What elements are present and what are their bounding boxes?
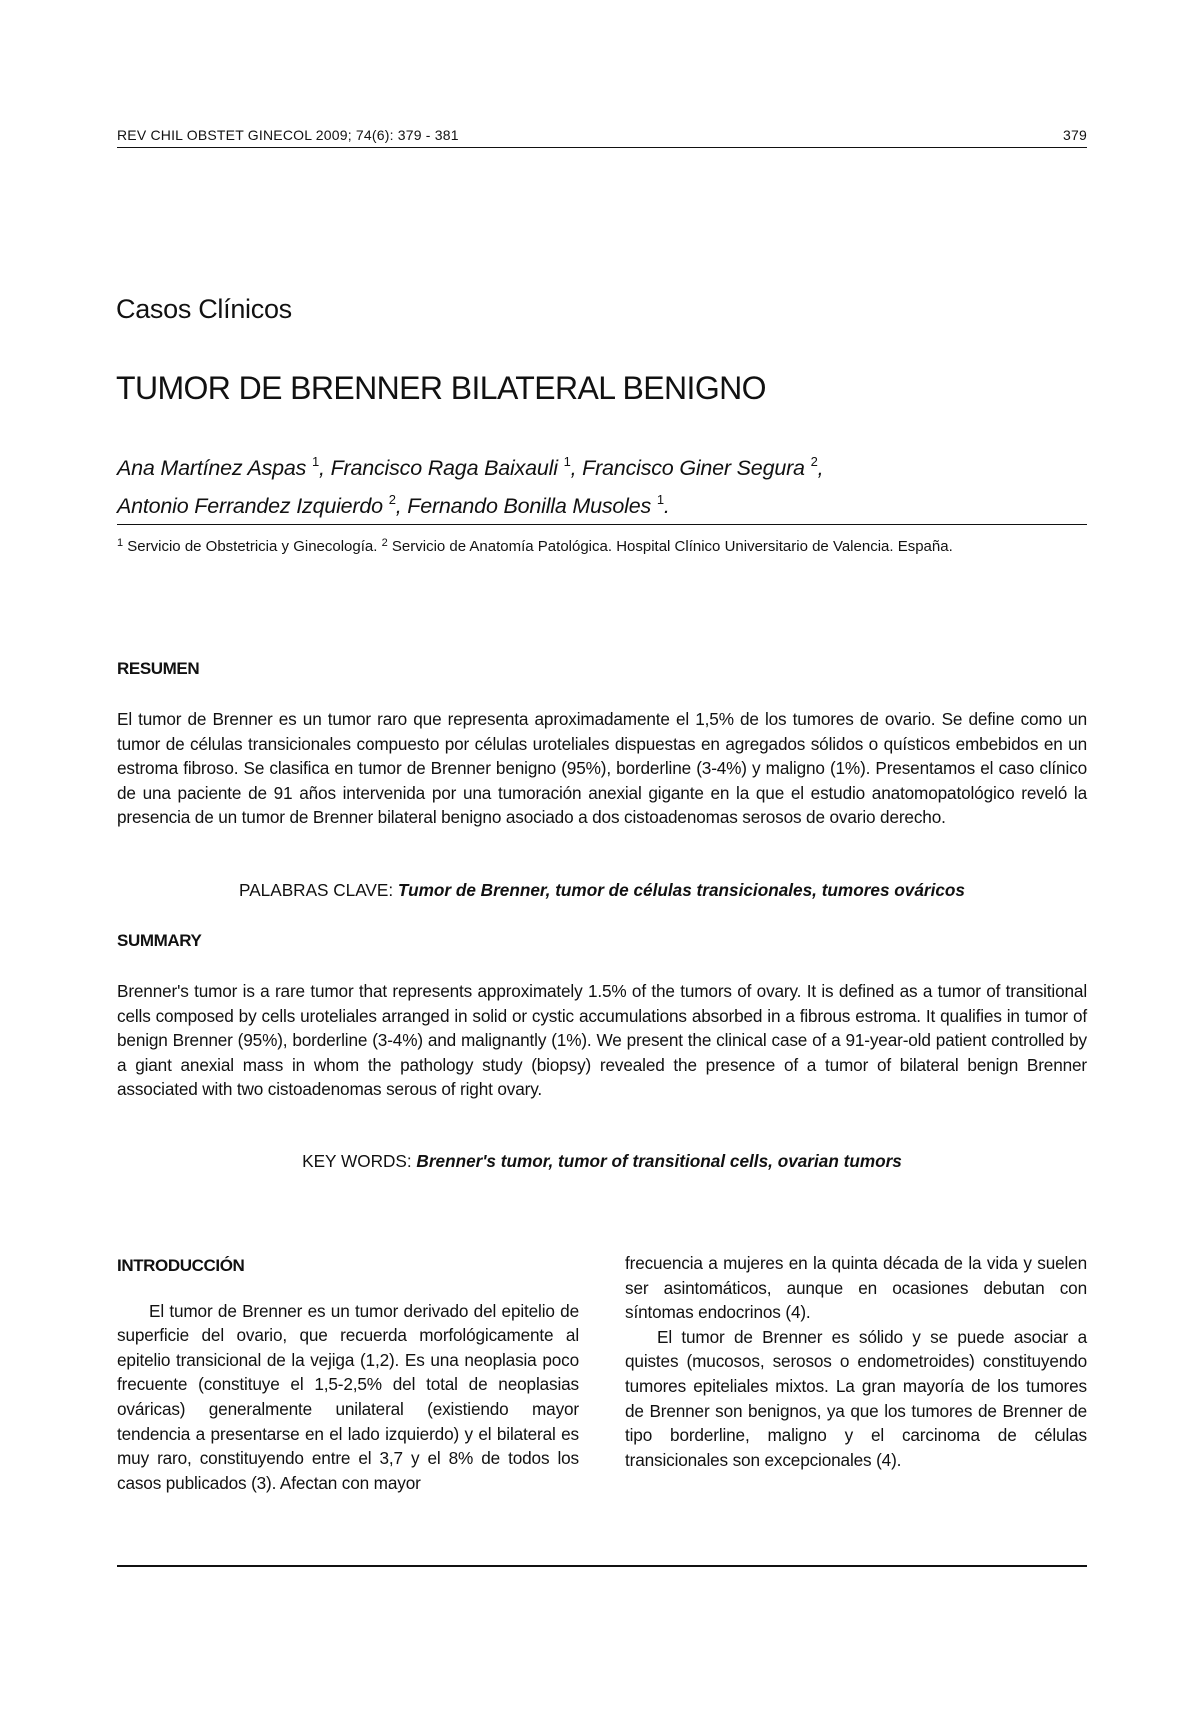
author-separator: , [570,456,583,480]
article-title: TUMOR DE BRENNER BILATERAL BENIGNO [116,370,766,406]
author-list [117,446,1087,522]
keywords-label: PALABRAS CLAVE: [239,880,394,900]
affiliations [117,531,1087,559]
intro-paragraph-continued: frecuencia a mujeres en la quinta década de la vida y suelen ser asintomáticos, aunque en ocasiones debutan con síntomas endocrinos (4). [625,1253,1087,1323]
right-column [625,1251,1087,1472]
intro-paragraph-2: El tumor de Brenner es sólido y se puede asociar a quistes (mucosos, serosos o endometroides) constituyendo tumores epiteliales mixtos. La gran mayoría de los tumores de Brenner son benignos, ya que los tumores de Brenner de tipo borderline, maligno y el carcinoma de células transicionales son excepcionales (4). [625,1326,1087,1470]
author-separator: . [663,494,670,518]
resumen-keywords [117,880,1087,901]
author-name: Francisco Giner Segura [582,456,805,480]
author-affiliation-mark: 1 [656,492,664,507]
affiliation-divider [117,524,1087,525]
resumen-heading: RESUMEN [117,659,200,678]
page-number: 379 [1063,127,1087,143]
author-separator: , [319,456,331,480]
summary-heading: SUMMARY [117,931,202,950]
keywords-list: Brenner's tumor, tumor of transitional cells, ovarian tumors [416,1151,902,1171]
affiliation-mark: 1 [117,537,124,549]
author-affiliation-mark: 1 [311,454,320,469]
author-name: Fernando Bonilla Musoles [407,494,652,518]
author-affiliation-mark: 2 [810,454,818,469]
section-label: Casos Clínicos [116,294,292,324]
header-divider [117,147,1087,148]
affiliation-1: Servicio de Obstetricia y Ginecología. [127,538,378,555]
affiliation-mark: 2 [381,537,388,549]
author-affiliation-mark: 2 [388,492,396,507]
keywords-list: Tumor de Brenner, tumor de células transicionales, tumores ováricos [397,880,965,900]
keywords-label: KEY WORDS: [302,1151,412,1171]
author-name: Antonio Ferrandez Izquierdo [117,494,383,518]
intro-paragraph-1: El tumor de Brenner es un tumor derivado del epitelio de superficie del ovario, que recuerda morfológicamente al epitelio transicional de la vejiga (1,2). Es una neoplasia poco frecuente (constituye el 1,5-2,5% del total de neoplasias ováricas) generalmente unilateral (existiendo mayor tendencia a presentarse en el lado izquierdo) y el bilateral es muy raro, constituyendo entre el 3,7 y el 8% de todos los casos publicados (3). Afectan con mayor [117,1300,579,1493]
left-column [117,1254,579,1495]
summary-text: Brenner's tumor is a rare tumor that represents approximately 1.5% of the tumors of ovary. It is defined as a tumor of transitional cells composed by cells uroteliales arranged in solid or cystic accumulations absorbed in a fibrous estroma. It qualifies in tumor of benign Brenner (95%), borderline (3-4%) and malignantly (1%). We present the clinical case of a 91-year-old patient controlled by a giant anexial mass in whom the pathology study (biopsy) revealed the presence of a tumor of bilateral benign Brenner associated with two cistoadenomas serous of right ovary. [117,981,1087,1100]
author-name: Ana Martínez Aspas [117,456,307,480]
author-name: Francisco Raga Baixauli [330,456,558,480]
resumen-text: El tumor de Brenner es un tumor raro que representa aproximadamente el 1,5% de los tumores de ovario. Se define como un tumor de células transicionales compuesto por células uroteliales dispuestas en agregados sólidos o quísticos embebidos en un estroma fibroso. Se clasifica en tumor de Brenner benigno (95%), borderline (3-4%) y maligno (1%). Presentamos el caso clínico de una paciente de 91 años intervenida por una tumoración anexial gigante en la que el estudio anatomopatológico reveló la presencia de un tumor de Brenner bilateral benigno asociado a dos cistoadenomas serosos de ovario derecho. [117,709,1087,828]
affiliation-2: Servicio de Anatomía Patológica. Hospital Clínico Universitario de Valencia. España. [391,538,953,555]
author-affiliation-mark: 1 [563,454,571,469]
author-separator: , [395,494,408,518]
footer-divider [117,1565,1087,1567]
author-separator: , [817,456,824,480]
summary-keywords [117,1151,1087,1172]
introduccion-heading: INTRODUCCIÓN [117,1256,245,1275]
journal-citation: REV CHIL OBSTET GINECOL 2009; 74(6): 379 - 381 [117,127,459,143]
